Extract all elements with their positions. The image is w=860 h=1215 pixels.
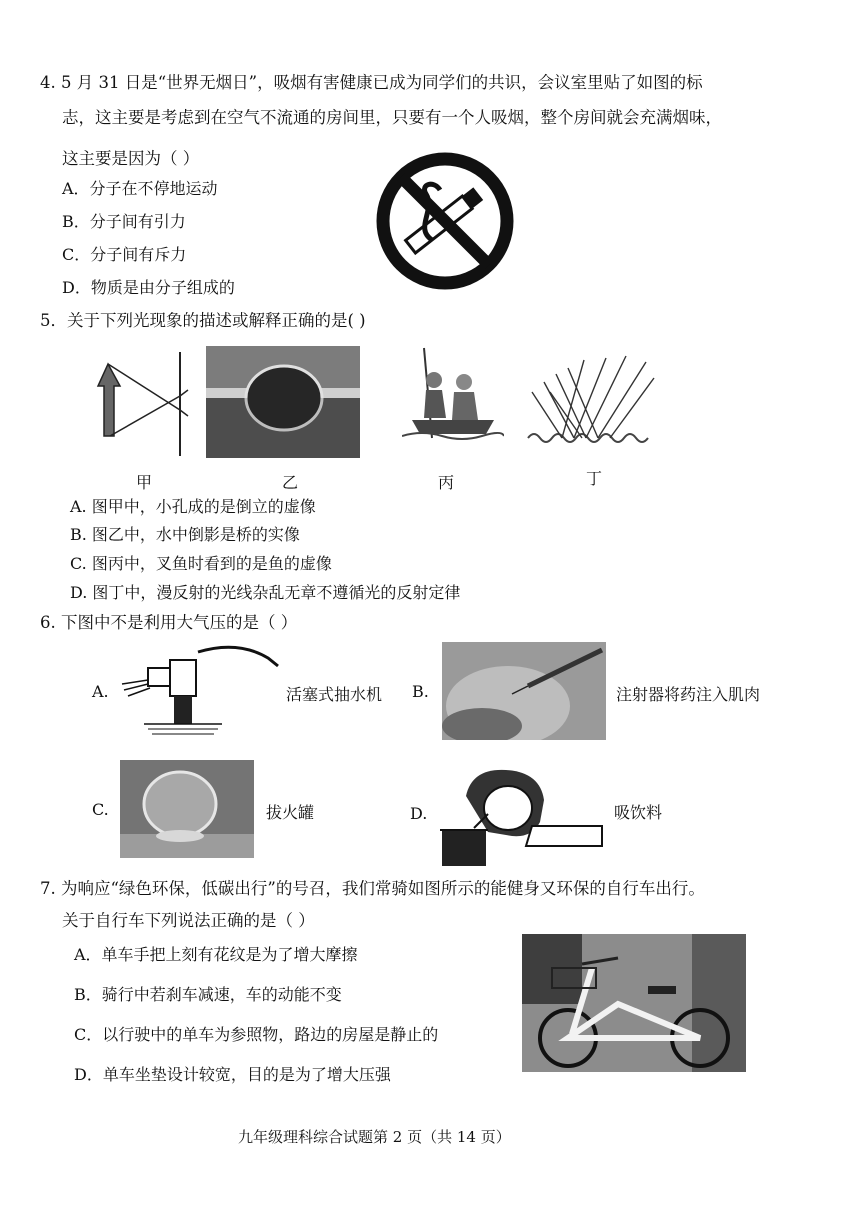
q5-figure-label-ding: 丁 — [586, 469, 603, 488]
no-smoking-sign-icon — [374, 150, 516, 292]
q5-figure-label-yi: 乙 — [282, 473, 299, 492]
fishing-with-spear-figure — [402, 342, 504, 460]
page-footer: 九年级理科综合试题第 2 页（共 14 页） — [238, 1128, 511, 1146]
q7-option-c: C．以行驶中的单车为参照物，路边的房屋是静止的 — [74, 1025, 439, 1044]
q6-option-d-caption: 吸饮料 — [614, 803, 663, 822]
q4-option-c: C．分子间有斥力 — [62, 245, 187, 264]
q4-option-a: A．分子在不停地运动 — [62, 179, 218, 198]
q7-stem-line-2: 关于自行车下列说法正确的是（ ） — [62, 911, 315, 930]
syringe-injection-photo — [442, 642, 606, 740]
q5-option-d: D. 图丁中，漫反射的光线杂乱无章不遵循光的反射定律 — [70, 583, 461, 602]
q5-option-b: B. 图乙中，水中倒影是桥的实像 — [70, 525, 300, 544]
pinhole-imaging-figure — [92, 352, 192, 462]
diffuse-reflection-figure — [522, 352, 660, 448]
q5-figure-label-jia: 甲 — [136, 473, 153, 492]
q7-option-d: D．单车坐垫设计较宽，目的是为了增大压强 — [74, 1065, 391, 1084]
q6-option-c-letter: C. — [92, 800, 109, 819]
q5-figure-label-bing: 丙 — [438, 473, 455, 492]
q4-option-b: B．分子间有引力 — [62, 212, 186, 231]
q4-stem-line-1: 4. 5 月 31 日是“世界无烟日”，吸烟有害健康已成为同学们的共识，会议室里贴了如图的标 — [40, 73, 703, 92]
q6-option-a-letter: A. — [92, 682, 109, 701]
q7-stem-line-1: 7. 为响应“绿色环保，低碳出行”的号召，我们常骑如图所示的能健身又环保的自行车出行。 — [40, 879, 705, 898]
q5-option-a: A. 图甲中，小孔成的是倒立的虚像 — [70, 497, 316, 516]
q6-option-a-caption: 活塞式抽水机 — [286, 685, 383, 704]
boy-drinking-straw-figure — [436, 766, 606, 866]
q6-option-b-letter: B. — [412, 682, 429, 701]
q6-stem: 6. 下图中不是利用大气压的是（ ） — [40, 613, 298, 632]
bicycle-photo — [522, 934, 746, 1072]
q7-option-b: B．骑行中若刹车减速，车的动能不变 — [74, 985, 342, 1004]
q5-stem: 5．关于下列光现象的描述或解释正确的是( ) — [40, 311, 366, 330]
piston-water-pump-figure — [118, 644, 280, 740]
q6-option-d-letter: D. — [410, 804, 428, 823]
q5-option-c: C. 图丙中，叉鱼时看到的是鱼的虚像 — [70, 554, 332, 573]
bridge-reflection-photo — [206, 346, 360, 458]
q6-option-b-caption: 注射器将药注入肌肉 — [616, 685, 761, 704]
q6-option-c-caption: 拔火罐 — [266, 803, 315, 822]
q4-stem-line-3: 这主要是因为（ ） — [62, 149, 200, 168]
q4-option-d: D．物质是由分子组成的 — [62, 278, 235, 297]
cupping-jar-photo — [120, 760, 254, 858]
q4-stem-line-2: 志，这主要是考虑到在空气不流通的房间里，只要有一个人吸烟，整个房间就会充满烟味， — [62, 108, 722, 127]
q7-option-a: A．单车手把上刻有花纹是为了增大摩擦 — [74, 945, 358, 964]
